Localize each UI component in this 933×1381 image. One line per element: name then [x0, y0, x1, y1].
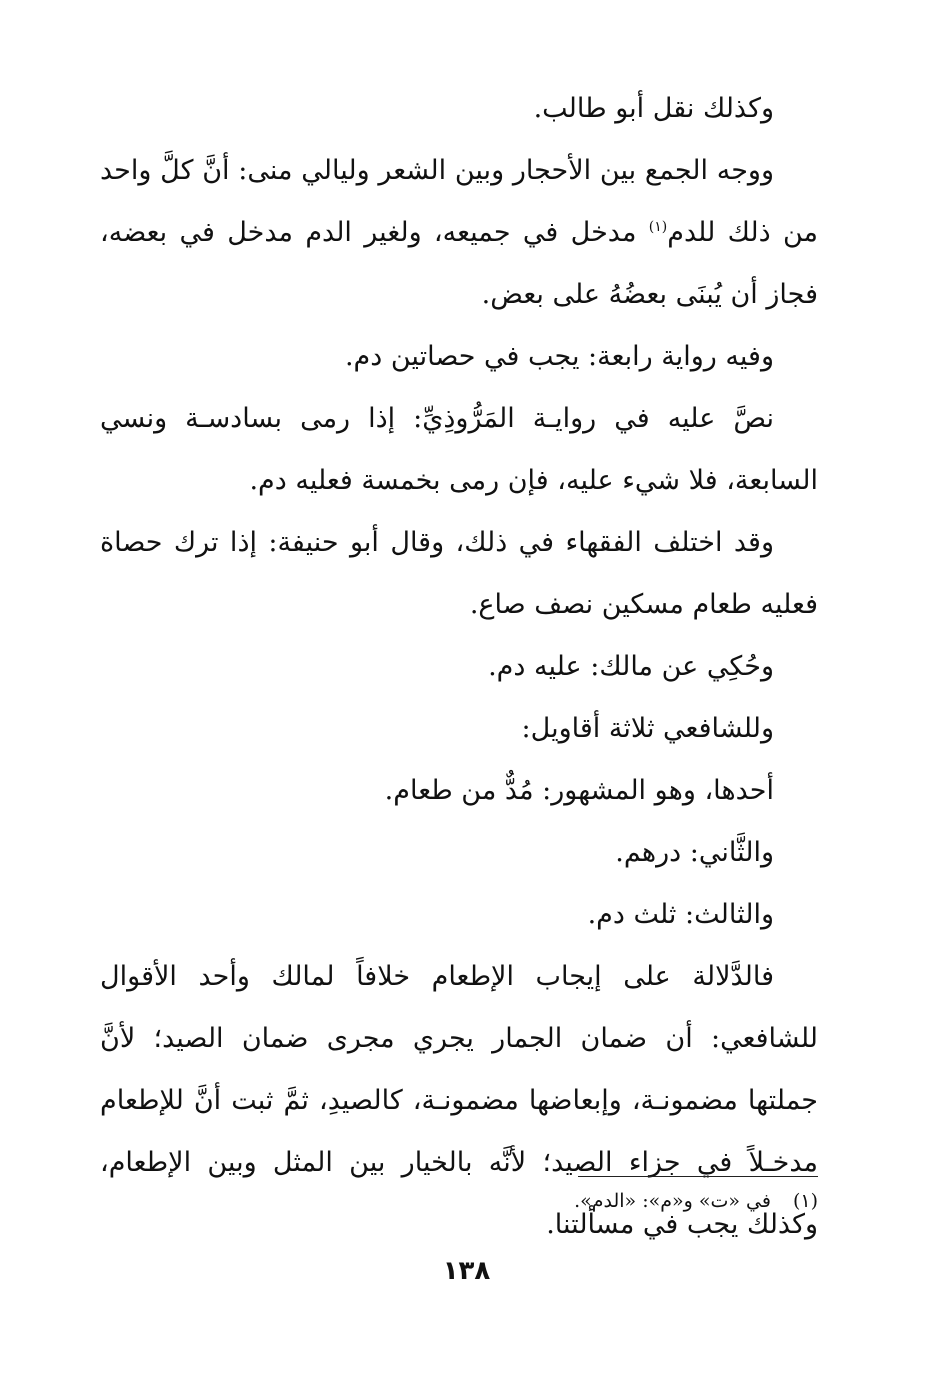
- footnote-divider: [578, 1176, 818, 1177]
- paragraph-2-end: مدخل في جميعه، ولغير الدم مدخل في بعضه، فجاز أن يُبنَى بعضُهُ على بعض.: [100, 217, 818, 310]
- main-text: [100, 78, 818, 1256]
- paragraph-5: وقد اختلف الفقهاء في ذلك، وقال أبو حنيفة: إذا ترك حصاة فعليه طعام مسكين نصف صاع.: [100, 527, 818, 620]
- paragraph-1: وكذلك نقل أبو طالب.: [533, 93, 774, 124]
- paragraph-9: والثَّاني: درهم.: [615, 837, 774, 868]
- paragraph-6: وحُكِي عن مالك: عليه دم.: [488, 651, 774, 682]
- footnote-text: في «ت» و«م»: «الدم».: [574, 1190, 771, 1212]
- paragraph-11: فالدَّلالة على إيجاب الإطعام خلافاً لمالك وأحد الأقوال للشافعي: أن ضمان الجمار يجري مجرى ضمان الصيد؛ لأنَّ جملتها مضمونـة، وإبعاضها مضمونـة، كالصيدِ، ثمَّ ثبت أنَّ للإطعام مدخـلاً في جزاء الصيد؛ لأنَّه بالخيار بين المثل وبين الإطعام، وكذلك يجب في مسألتنا.: [100, 961, 818, 1240]
- paragraph-10: والثالث: ثلث دم.: [587, 899, 774, 930]
- footnote-number: (١): [792, 1190, 818, 1212]
- paragraph-2-start: ووجه الجمع بين الأحجار وبين الشعر وليالي منى: أنَّ كلَّ واحد من ذلك للدم: [100, 155, 818, 248]
- paragraph-8: أحدها، وهو المشهور: مُدٌّ من طعام.: [384, 775, 774, 806]
- paragraph-4: نصَّ عليه في روايـة المَرُّوذِيِّ: إذا رمى بسادسـة ونسي السابعة، فلا شيء عليه، فإن رمى بخمسة فعليه دم.: [100, 403, 818, 496]
- page-number: ١٣٨: [442, 1256, 491, 1286]
- footnote-reference[interactable]: (١): [648, 219, 668, 235]
- paragraph-3: وفيه رواية رابعة: يجب في حصاتين دم.: [344, 341, 774, 372]
- footnote: [318, 1190, 818, 1212]
- paragraph-7: وللشافعي ثلاثة أقاويل:: [521, 713, 774, 744]
- paragraph-2: [100, 140, 818, 326]
